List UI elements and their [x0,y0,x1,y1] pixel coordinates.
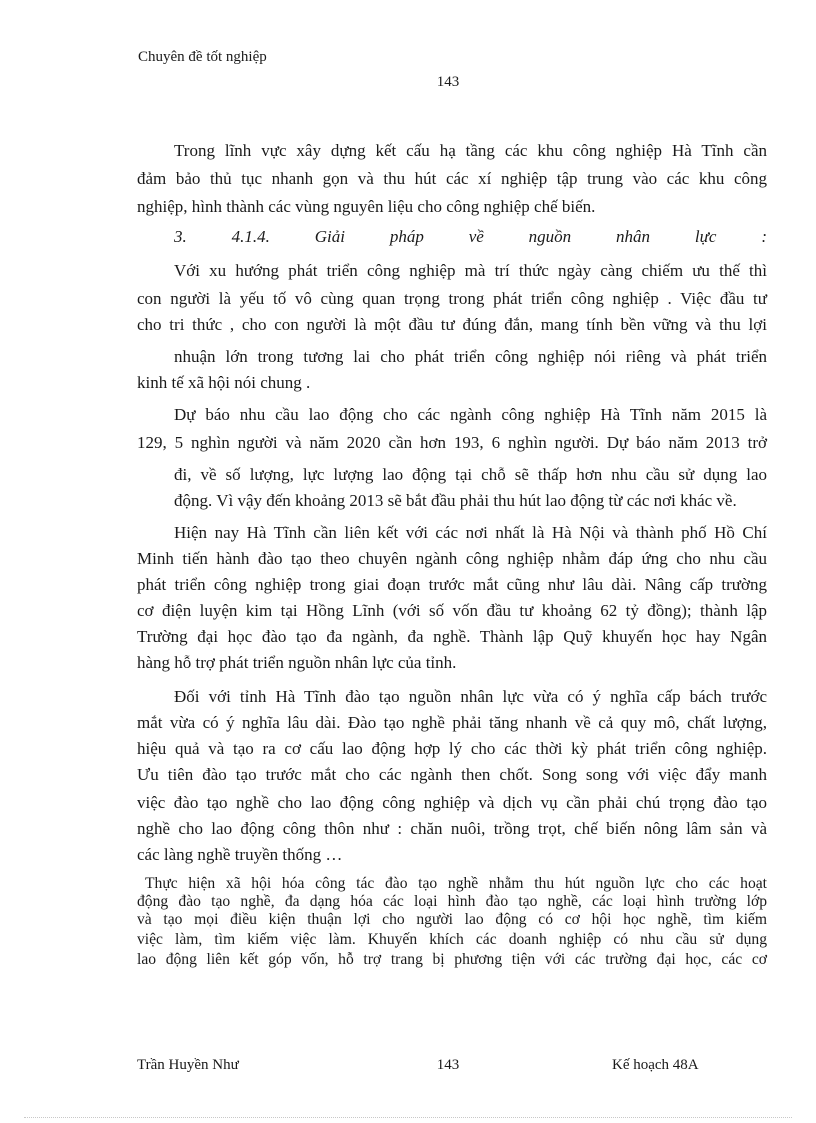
text-line: kinh tế xã hội nói chung . [137,373,311,392]
section-heading: 3. 4.1.4. Giải pháp về nguồn nhân lực : [174,227,767,246]
text-line: Với xu hướng phát triển công nghiệp mà trí thức ngày càng chiếm ưu thế thì [174,261,767,280]
text-line: động. Vì vậy đến khoảng 2013 sẽ bắt đầu phải thu hút lao động từ các nơi khác về. [174,491,737,510]
text-line: con người là yếu tố vô cùng quan trọng trong phát triển công nghiệp . Việc đầu tư [137,289,767,308]
page-bottom-rule [24,1117,792,1118]
text-line: hàng hỗ trợ phát triển nguồn nhân lực của tỉnh. [137,653,457,672]
text-line: Trường đại học đào tạo đa ngành, đa nghề. Thành lập Quỹ khuyến học hay Ngân [137,627,767,646]
header-title: Chuyên đề tốt nghiệp [138,49,267,65]
text-line: nhuận lớn trong tương lai cho phát triển công nghiệp nói riêng và phát triển [174,347,767,366]
text-line: việc làm, tìm kiếm việc làm. Khuyến khích các doanh nghiệp có nhu cầu sử dụng [137,931,767,948]
header-page-number: 143 [436,74,460,90]
text-line: Dự báo nhu cầu lao động cho các ngành công nghiệp Hà Tĩnh năm 2015 là [174,405,767,424]
text-line: lao động liên kết góp vốn, hỗ trợ trang bị phương tiện với các trường đại học, các cơ [137,951,767,968]
text-line: và tạo mọi điều kiện thuận lợi cho người lao động có cơ hội học nghề, tìm kiếm [137,911,767,928]
text-line: Trong lĩnh vực xây dựng kết cấu hạ tầng các khu công nghiệp Hà Tĩnh cần [174,141,767,160]
footer-author: Trần Huyền Như [137,1057,239,1073]
text-line: cơ điện luyện kim tại Hồng Lĩnh (với số vốn đầu tư khoảng 62 tỷ đồng); thành lập [137,601,767,620]
text-line: phát triển công nghiệp trong giai đoạn trước mắt cũng như lâu dài. Nâng cấp trường [137,575,767,594]
text-line: Minh tiến hành đào tạo theo chuyên ngành công nghiệp nhằm đáp ứng cho nhu cầu [137,549,767,568]
text-line: đi, về số lượng, lực lượng lao động tại chỗ sẽ thấp hơn nhu cầu sử dụng lao [174,465,767,484]
text-line: Ưu tiên đào tạo trước mắt cho các ngành then chốt. Song song với việc đẩy manh [137,765,767,784]
text-line: mắt vừa có ý nghĩa lâu dài. Đào tạo nghề phải tăng nhanh về cả quy mô, chất lượng, [137,713,767,732]
text-line: Thực hiện xã hội hóa công tác đào tạo nghề nhằm thu hút nguồn lực cho các hoạt [145,875,767,892]
footer-class-name: Kế hoạch 48A [612,1057,699,1073]
text-line: đảm bảo thủ tục nhanh gọn và thu hút các xí nghiệp tập trung vào các khu công [137,169,767,188]
text-line: nghề cho lao động công thôn như : chăn nuôi, trồng trọt, chế biến nông lâm sản và [137,819,767,838]
text-line: nghiệp, hình thành các vùng nguyên liệu cho công nghiệp chế biến. [137,197,596,216]
text-line: 129, 5 nghìn người và năm 2020 cần hơn 193, 6 nghìn người. Dự báo năm 2013 trở [137,433,767,452]
text-line: cho tri thức , cho con người là một đầu tư đúng đắn, mang tính bền vững và thu lợi [137,315,767,334]
text-line: các làng nghề truyền thống … [137,845,343,864]
footer-page-number: 143 [436,1057,460,1073]
text-line: hiệu quả và tạo ra cơ cấu lao động hợp lý cho các thời kỳ phát triển công nghiệp. [137,739,767,758]
text-line: động đào tạo nghề, đa dạng hóa các loại hình đào tạo nghề, các loại hình trường lớp [137,893,767,910]
text-line: Hiện nay Hà Tĩnh cần liên kết với các nơi nhất là Hà Nội và thành phố Hồ Chí [174,523,767,542]
text-line: việc đào tạo nghề cho lao động công nghiệp và dịch vụ cần phải chú trọng đào tạo [137,793,767,812]
text-line: Đối với tỉnh Hà Tĩnh đào tạo nguồn nhân lực vừa có ý nghĩa cấp bách trước [174,687,767,706]
